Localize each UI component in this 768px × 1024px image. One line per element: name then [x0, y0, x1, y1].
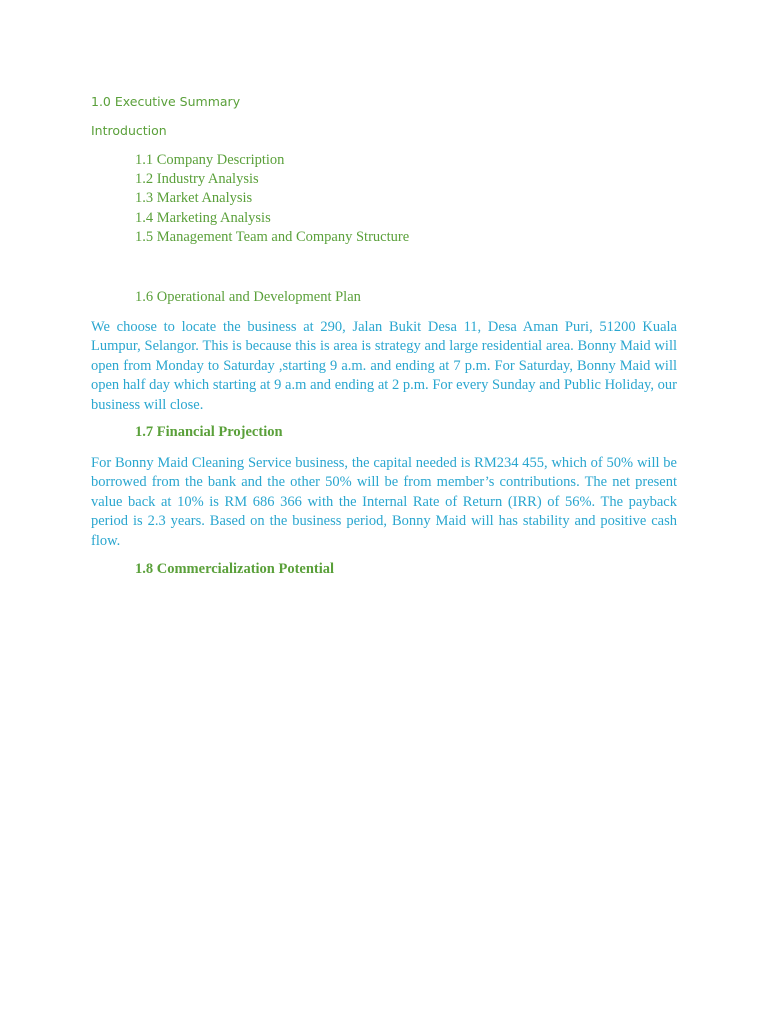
toc-item-company-description: 1.1 Company Description — [135, 152, 285, 168]
toc-item-marketing-analysis: 1.4 Marketing Analysis — [135, 210, 271, 226]
toc-item-market-analysis: 1.3 Market Analysis — [135, 190, 253, 206]
introduction-heading: Introduction — [91, 123, 167, 138]
section-1-6-paragraph: We choose to locate the business at 290, Jalan Bukit Desa 11, Desa Aman Puri, 51200 Kuala Lumpur, Selangor. This is because this is area is strategy and large residential area. Bonny Maid will open from Monday to Saturday ,starting 9 a.m. and ending at 7 p.m. For Saturday, Bonny Maid will open half day which starting at 9 a.m and ending at 2 p.m. For every Sunday and Public Holiday, our business will close. — [91, 319, 677, 413]
toc-item-management-team: 1.5 Management Team and Company Structure — [135, 229, 410, 245]
executive-summary-heading: 1.0 Executive Summary — [91, 94, 241, 109]
section-1-8-title: 1.8 Commercialization Potential — [135, 561, 335, 577]
section-1-6-title: 1.6 Operational and Development Plan — [135, 289, 361, 305]
section-1-7-paragraph: For Bonny Maid Cleaning Service business, the capital needed is RM234 455, which of 50% will be borrowed from the bank and the other 50% will be from member’s contributions. The net present value back at 10% is RM 686 366 with the Internal Rate of Return (IRR) of 56%. The payback period is 2.3 years. Based on the business period, Bonny Maid will has stability and positive cash flow. — [91, 455, 677, 549]
toc-item-industry-analysis: 1.2 Industry Analysis — [135, 171, 259, 187]
section-1-7-title: 1.7 Financial Projection — [135, 424, 283, 440]
